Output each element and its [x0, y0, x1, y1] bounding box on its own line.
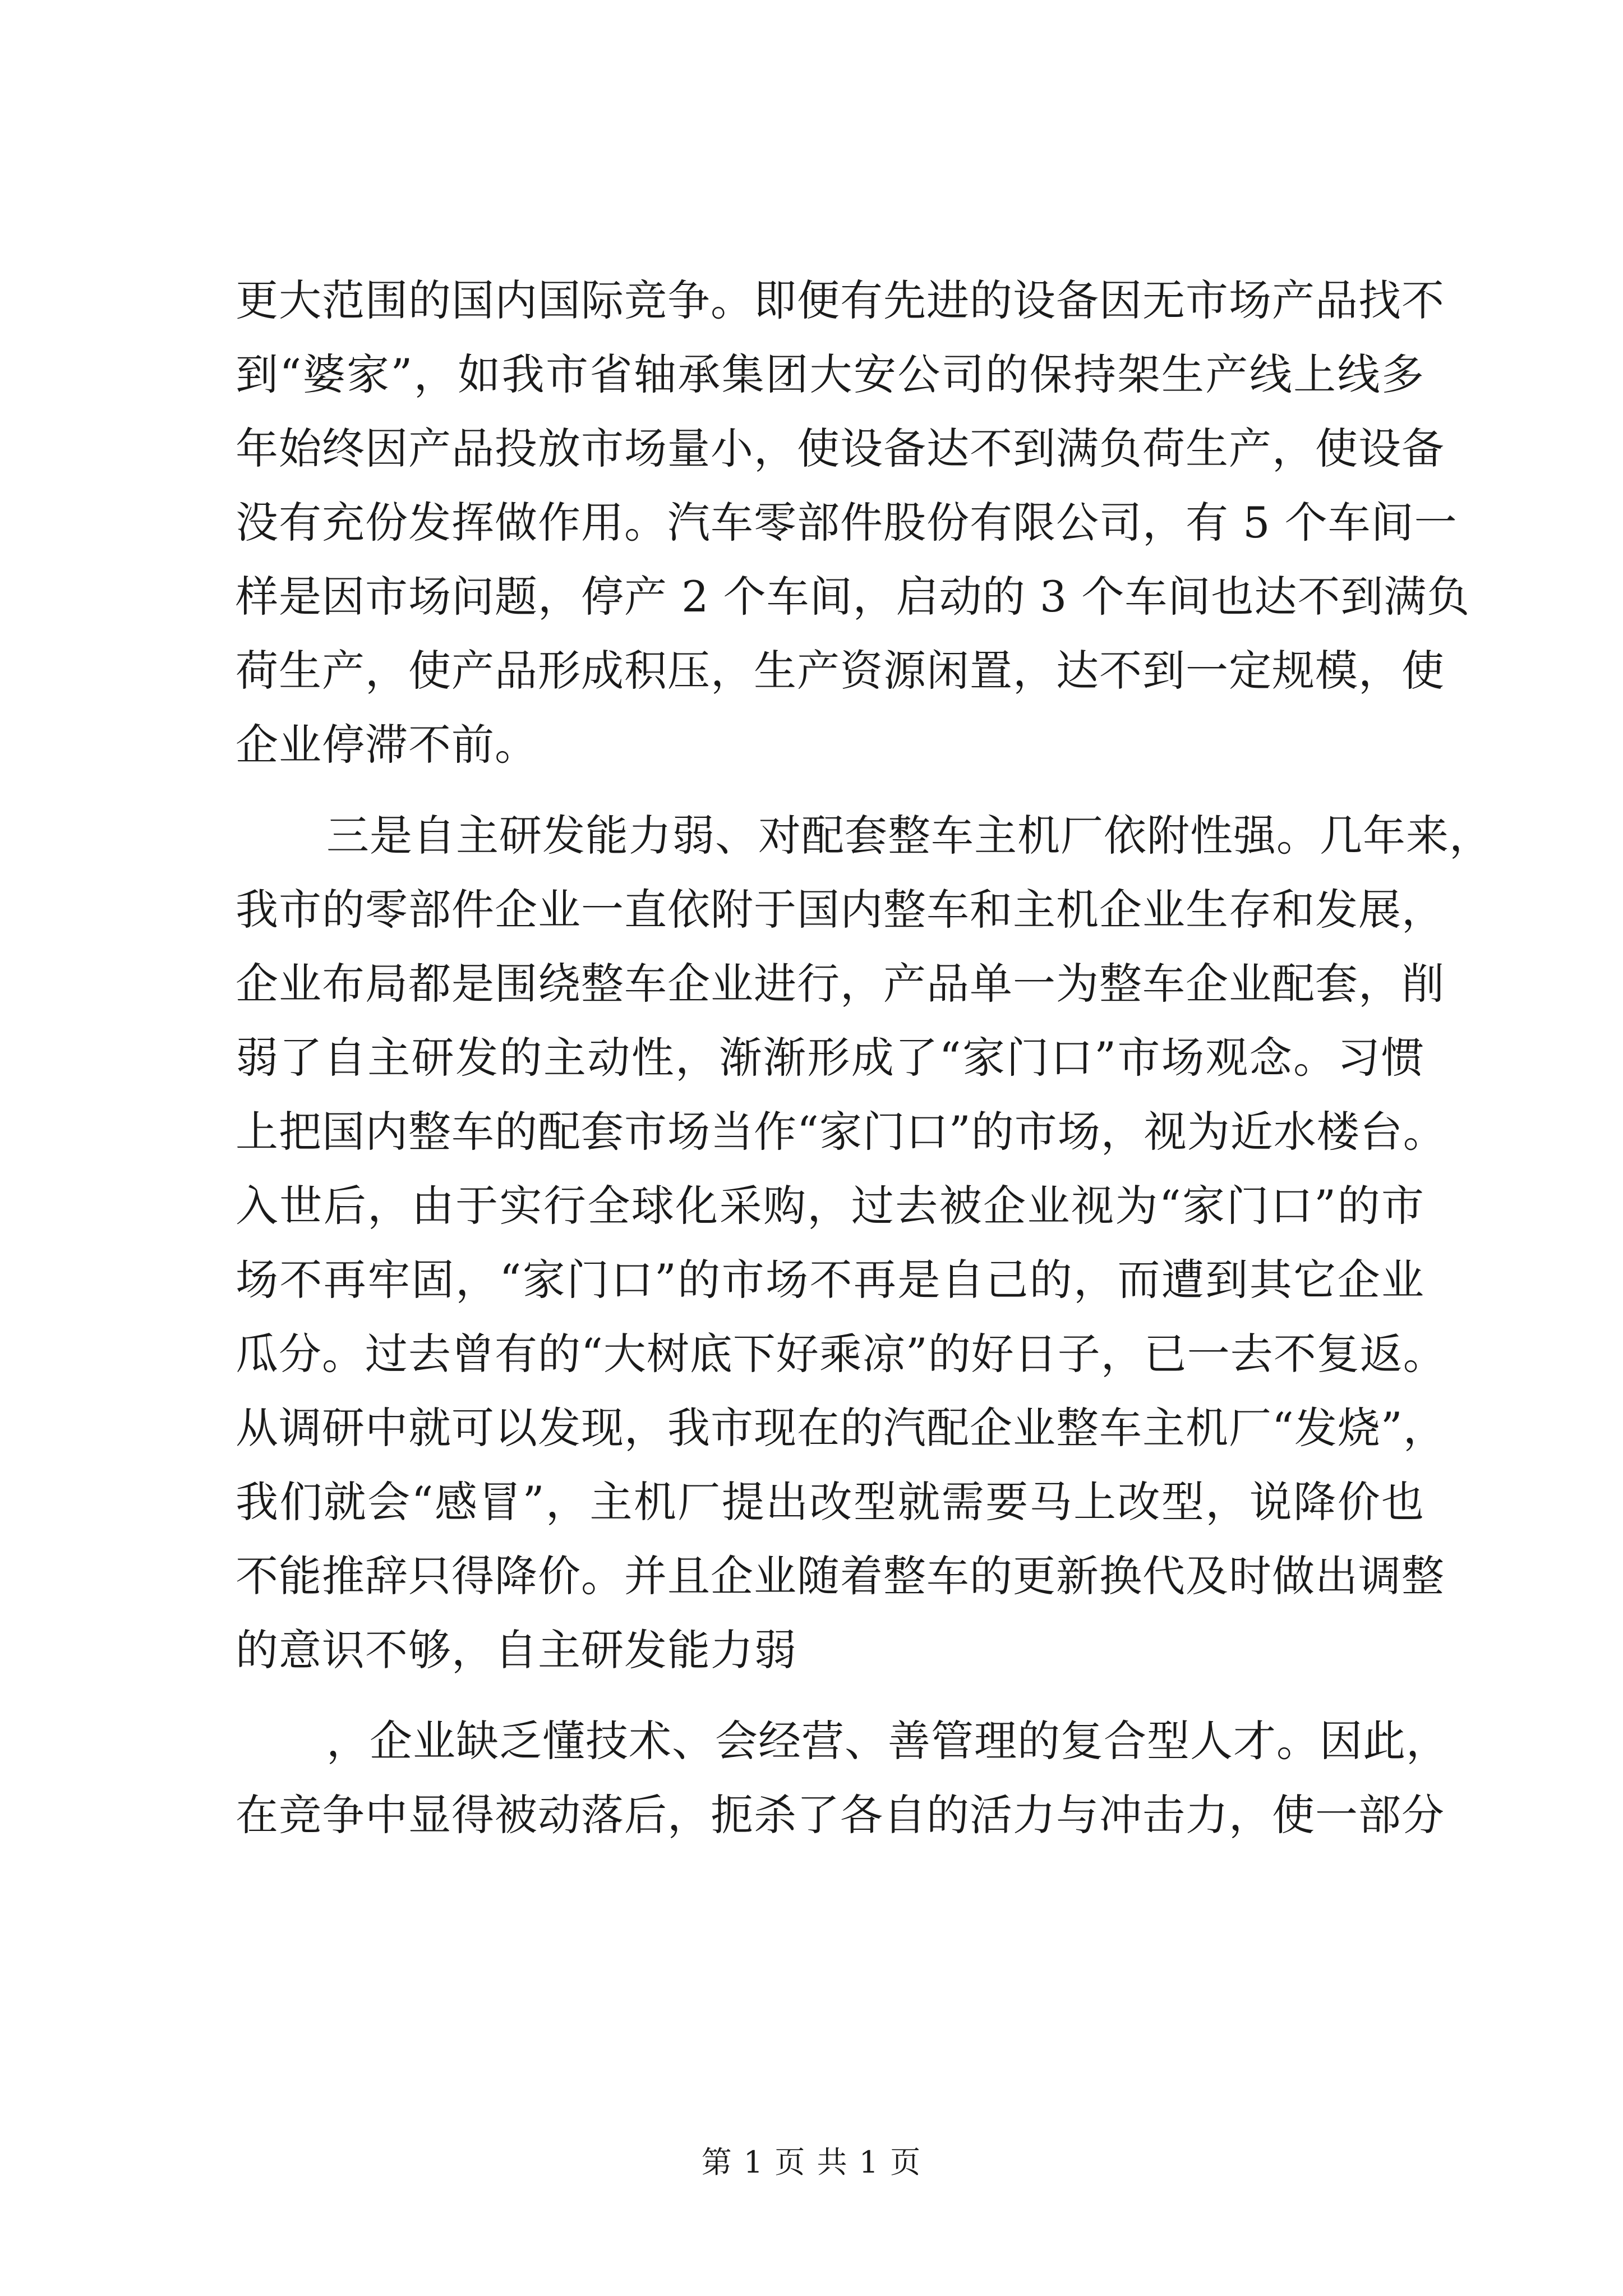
paragraph-gap	[236, 782, 1424, 799]
text-line: 三是自主研发能力弱、对配套整车主机厂依附性强。几年来，	[326, 811, 1492, 861]
text-line: 我们就会“感冒”，主机厂提出改型就需要马上改型，说降价也	[236, 1477, 1424, 1527]
document-body	[236, 264, 1492, 1852]
paragraph-gap	[236, 1687, 1424, 1704]
text-line: 更大范围的国内国际竞争。即便有先进的设备因无市场产品找不	[236, 275, 1445, 325]
paragraph-3	[236, 1704, 1449, 1852]
text-line: 到“婆家”，如我市省轴承集团大安公司的保持架生产线上线多	[236, 349, 1424, 399]
paragraph-2	[236, 799, 1492, 1687]
text-line: ，企业缺乏懂技术、会经营、善管理的复合型人才。因此，	[326, 1716, 1449, 1766]
text-line: 企业布局都是围绕整车企业进行，产品单一为整车企业配套，削	[236, 959, 1445, 1009]
text-line: 瓜分。过去曾有的“大树底下好乘凉”的好日子，已一去不复返。	[236, 1329, 1446, 1379]
text-line: 不能推辞只得降价。并且企业随着整车的更新换代及时做出调整	[236, 1551, 1445, 1601]
text-line: 弱了自主研发的主动性，渐渐形成了“家门口”市场观念。习惯	[236, 1033, 1424, 1083]
text-line: 上把国内整车的配套市场当作“家门口”的市场，视为近水楼台。	[236, 1107, 1446, 1157]
text-line: 在竞争中显得被动落后，扼杀了各自的活力与冲击力，使一部分	[236, 1790, 1445, 1840]
text-line: 样是因市场问题，停产 2 个车间，启动的 3 个车间也达不到满负	[236, 572, 1470, 622]
page-footer	[0, 2143, 1623, 2182]
text-line: 从调研中就可以发现，我市现在的汽配企业整车主机厂“发烧”，	[236, 1403, 1446, 1453]
text-line: 企业停滞不前。	[236, 720, 538, 770]
text-line: 的意识不够，自主研发能力弱	[236, 1625, 797, 1675]
text-line: 场不再牢固，“家门口”的市场不再是自己的，而遭到其它企业	[236, 1255, 1424, 1305]
page-number-label: 第 1 页 共 1 页	[701, 2145, 922, 2180]
text-line: 没有充份发挥做作用。汽车零部件股份有限公司，有 5 个车间一	[236, 498, 1458, 547]
text-line: 入世后，由于实行全球化采购，过去被企业视为“家门口”的市	[236, 1181, 1424, 1231]
text-line: 我市的零部件企业一直依附于国内整车和主机企业生存和发展，	[236, 885, 1445, 935]
text-line: 荷生产，使产品形成积压，生产资源闲置，达不到一定规模，使	[236, 646, 1445, 696]
text-line: 年始终因产品投放市场量小，使设备达不到满负荷生产，使设备	[236, 424, 1445, 473]
paragraph-1	[236, 264, 1470, 782]
